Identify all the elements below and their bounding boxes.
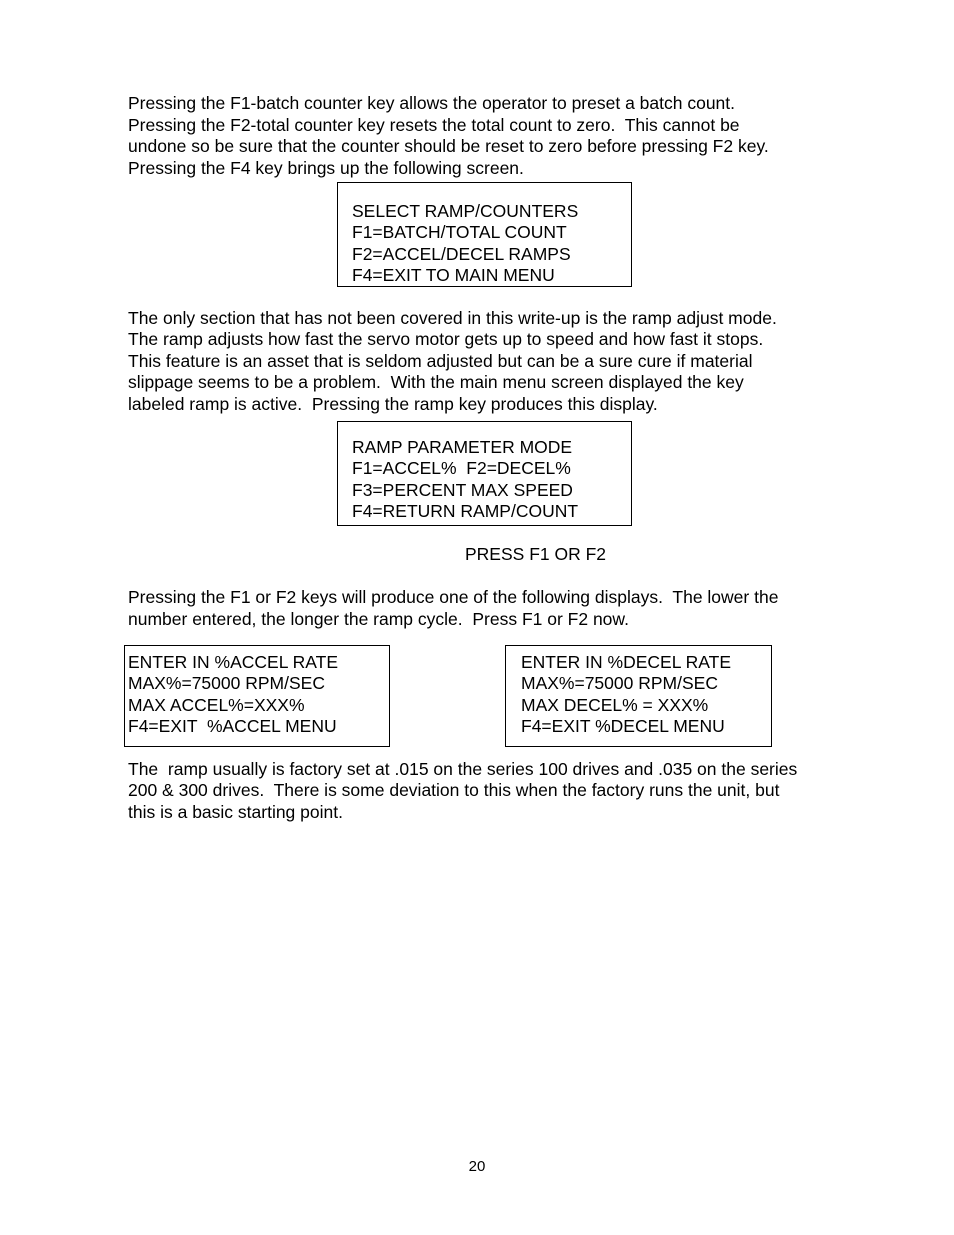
text-line: The ramp usually is factory set at .015 on the series 100 drives and .035 on the series — [128, 759, 798, 779]
text-line: Pressing the F1 or F2 keys will produce one of the following displays. The lower the — [128, 587, 779, 607]
text-line: Pressing the F2-total counter key resets the total count to zero. This cannot be — [128, 115, 740, 135]
text-line: this is a basic starting point. — [128, 802, 343, 822]
screen-line: F4=RETURN RAMP/COUNT — [352, 501, 579, 521]
text-line: Pressing the F1-batch counter key allows the operator to preset a batch count. — [128, 93, 736, 113]
screen-line: MAX ACCEL%=XXX% — [128, 695, 305, 715]
screen-line: F4=EXIT %ACCEL MENU — [128, 716, 337, 736]
screen-decel-rate — [505, 645, 772, 747]
page-number: 20 — [468, 1158, 486, 1175]
screen-accel-rate — [124, 645, 390, 747]
screen-line: MAX%=75000 RPM/SEC — [521, 673, 718, 693]
screen-line: F1=ACCEL% F2=DECEL% — [352, 458, 571, 478]
text-line: Pressing the F4 key brings up the following screen. — [128, 158, 524, 178]
text-line: labeled ramp is active. Pressing the ramp key produces this display. — [128, 394, 658, 414]
text-line: The only section that has not been covered in this write-up is the ramp adjust mode. — [128, 308, 777, 328]
text-line: undone so be sure that the counter should be reset to zero before pressing F2 key. — [128, 136, 769, 156]
screen-line: MAX%=75000 RPM/SEC — [128, 673, 325, 693]
screen-line: ENTER IN %ACCEL RATE — [128, 652, 339, 672]
screen-line: RAMP PARAMETER MODE — [352, 437, 573, 457]
text-line: The ramp adjusts how fast the servo motor gets up to speed and how fast it stops. — [128, 329, 764, 349]
screen-line: F3=PERCENT MAX SPEED — [352, 480, 573, 500]
text-line: This feature is an asset that is seldom adjusted but can be a sure cure if material — [128, 351, 753, 371]
text-line: number entered, the longer the ramp cycle. Press F1 or F2 now. — [128, 609, 629, 629]
text-line: 200 & 300 drives. There is some deviation to this when the factory runs the unit, but — [128, 780, 780, 800]
screen-line: F1=BATCH/TOTAL COUNT — [352, 222, 567, 242]
screen-select-ramp-counters — [337, 182, 632, 287]
screen-line: ENTER IN %DECEL RATE — [521, 652, 732, 672]
screen-line: SELECT RAMP/COUNTERS — [352, 201, 579, 221]
screen-line: MAX DECEL% = XXX% — [521, 695, 709, 715]
screen-line: F4=EXIT %DECEL MENU — [521, 716, 725, 736]
screen-ramp-parameter-mode — [337, 421, 632, 526]
screen-line: F2=ACCEL/DECEL RAMPS — [352, 244, 571, 264]
press-f1-f2-note: PRESS F1 OR F2 — [465, 544, 607, 564]
text-line: slippage seems to be a problem. With the main menu screen displayed the key — [128, 372, 744, 392]
screen-line: F4=EXIT TO MAIN MENU — [352, 265, 555, 285]
